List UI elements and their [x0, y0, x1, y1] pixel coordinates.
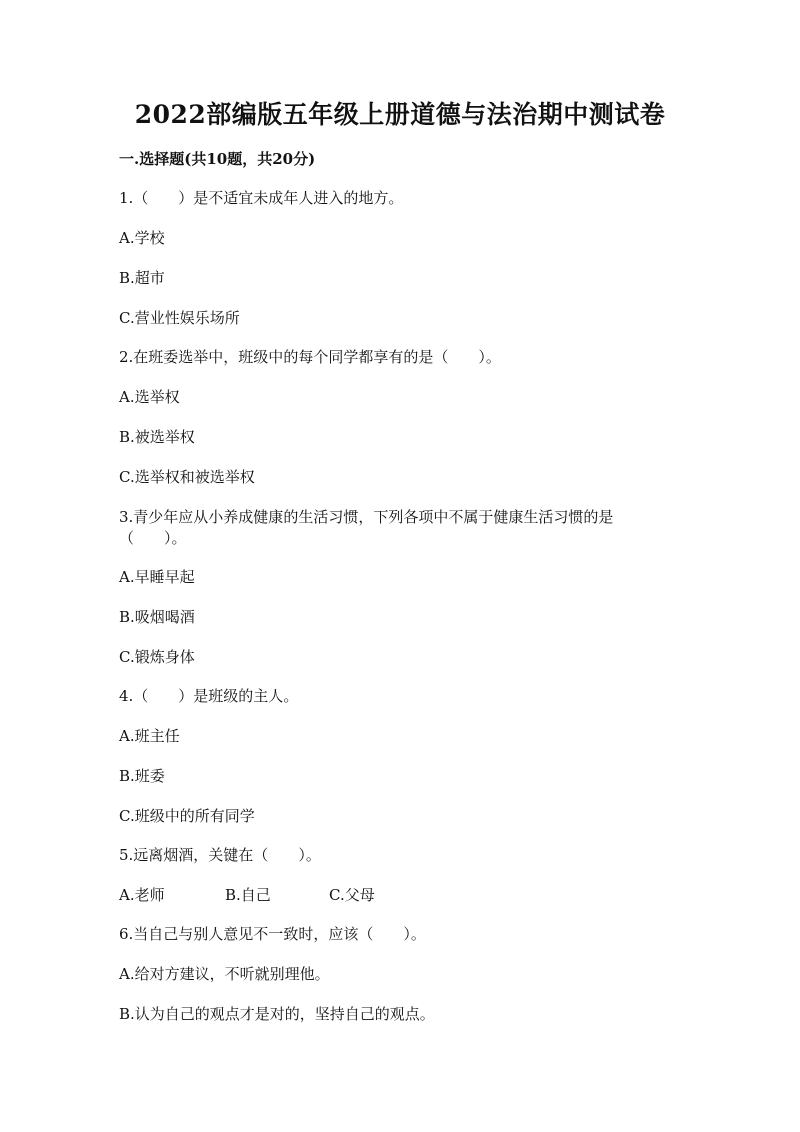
question-2-option-a: A.选举权 — [119, 388, 180, 406]
question-6-option-b: B.认为自己的观点才是对的，坚持自己的观点。 — [119, 1005, 435, 1023]
question-2-option-c: C.选举权和被选举权 — [119, 468, 255, 486]
question-2-option-b: B.被选举权 — [119, 428, 195, 446]
question-2-stem: 2.在班委选举中，班级中的每个同学都享有的是（ ）。 — [119, 348, 501, 366]
question-5-option-a: A.老师 — [119, 886, 165, 904]
question-3-option-c: C.锻炼身体 — [119, 648, 195, 666]
question-5-options — [119, 885, 375, 905]
question-4-stem: 4.（ ）是班级的主人。 — [119, 687, 299, 705]
question-1-option-b: B.超市 — [119, 269, 165, 287]
question-4-option-a: A.班主任 — [119, 727, 180, 745]
question-5-stem: 5.远离烟酒，关键在（ ）。 — [119, 846, 321, 864]
question-1-option-c: C.营业性娱乐场所 — [119, 309, 240, 327]
question-6-option-a: A.给对方建议，不听就别理他。 — [119, 965, 330, 983]
section-heading: 一.选择题(共10题，共20分) — [119, 150, 316, 168]
question-5-option-c: C.父母 — [329, 886, 375, 904]
question-1-option-a: A.学校 — [119, 229, 165, 247]
question-4-option-c: C.班级中的所有同学 — [119, 807, 255, 825]
question-3-stem-line2: （ ）。 — [119, 529, 187, 547]
question-3-option-b: B.吸烟喝酒 — [119, 608, 195, 626]
question-6-stem: 6.当自己与别人意见不一致时，应该（ ）。 — [119, 925, 426, 943]
question-4-option-b: B.班委 — [119, 767, 165, 785]
question-3-stem-line1: 3.青少年应从小养成健康的生活习惯，下列各项中不属于健康生活习惯的是 — [119, 508, 614, 526]
question-1-stem: 1.（ ）是不适宜未成年人进入的地方。 — [119, 189, 404, 207]
question-5-option-b: B.自己 — [225, 886, 271, 904]
page-title: 2022部编版五年级上册道德与法治期中测试卷 — [134, 100, 666, 129]
question-3-option-a: A.早睡早起 — [119, 568, 195, 586]
